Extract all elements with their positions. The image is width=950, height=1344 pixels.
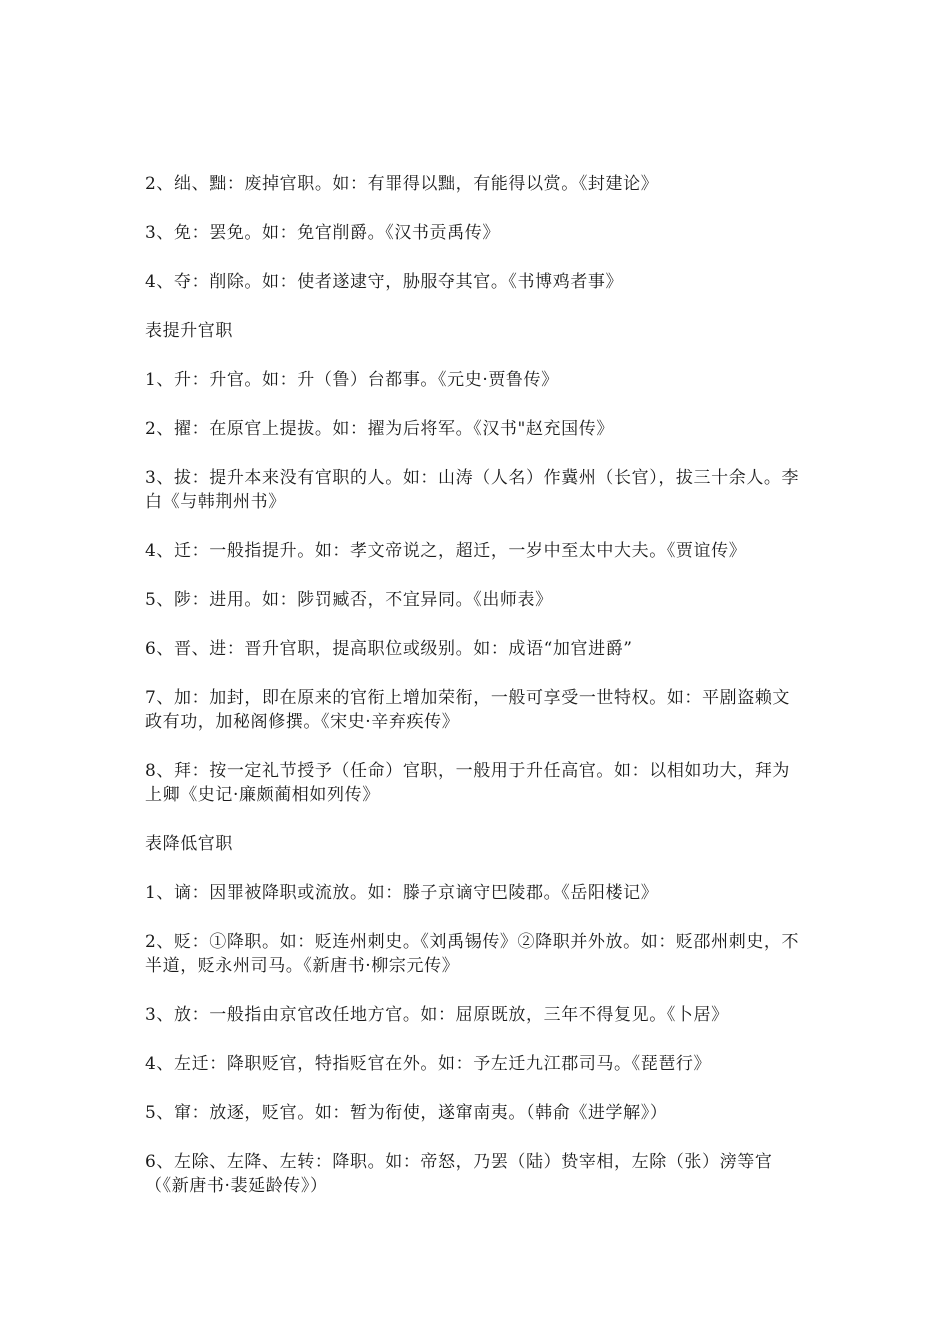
paragraph-promote-7: 7、加：加封，即在原来的官衔上增加荣衔，一般可享受一世特权。如：平剧盗赖文政有功，加秘阁修撰。《宋史·辛弃疾传》 — [145, 688, 791, 732]
paragraph-demote-5: 5、窜：放逐，贬官。如：暂为衔使，遂窜南夷。（韩俞《进学解》） — [145, 1103, 668, 1123]
paragraph-promote-3: 3、拔：提升本来没有官职的人。如：山涛（人名）作冀州（长官），拔三十余人。李白《与韩荆州书》 — [145, 468, 800, 512]
paragraph-demote-3: 3、放：一般指由京官改任地方官。如：屈原既放，三年不得复见。《卜居》 — [145, 1005, 729, 1025]
paragraph-demote-6: 6、左除、左降、左转：降职。如：帝怒，乃罢（陆）贽宰相，左除（张）滂等官（《新唐书·裴延龄传》） — [145, 1152, 773, 1196]
document-body — [145, 172, 807, 1223]
section-heading-promote: 表提升官职 — [145, 321, 233, 341]
paragraph-demote-1: 1、谪：因罪被降职或流放。如：滕子京谪守巴陵郡。《岳阳楼记》 — [145, 883, 659, 903]
paragraph-remove-4: 4、夺：削除。如：使者遂逮守，胁服夺其官。《书博鸡者事》 — [145, 272, 624, 292]
paragraph-promote-5: 5、陟：进用。如：陟罚臧否，不宜异同。《出师表》 — [145, 590, 553, 610]
section-heading-demote: 表降低官职 — [145, 834, 233, 854]
paragraph-demote-2: 2、贬：①降职。如：贬连州刺史。《刘禹锡传》②降职并外放。如：贬邵州刺史，不半道，贬永州司马。《新唐书·柳宗元传》 — [145, 932, 800, 976]
paragraph-promote-2: 2、擢：在原官上提拔。如：擢为后将军。《汉书"赵充国传》 — [145, 419, 614, 439]
paragraph-promote-6: 6、晋、进：晋升官职，提高职位或级别。如：成语“加官进爵” — [145, 639, 633, 659]
paragraph-promote-4: 4、迁：一般指提升。如：孝文帝说之，超迁，一岁中至太中大夫。《贾谊传》 — [145, 541, 747, 561]
paragraph-demote-4: 4、左迁：降职贬官，特指贬官在外。如：予左迁九江郡司马。《琵琶行》 — [145, 1054, 712, 1074]
paragraph-remove-2: 2、绌、黜：废掉官职。如：有罪得以黜，有能得以赏。《封建论》 — [145, 174, 659, 194]
paragraph-promote-8: 8、拜：按一定礼节授予（任命）官职，一般用于升任高官。如：以相如功大，拜为上卿《史记·廉颇蔺相如列传》 — [145, 761, 791, 805]
paragraph-promote-1: 1、升：升官。如：升（鲁）台都事。《元史·贾鲁传》 — [145, 370, 559, 390]
paragraph-remove-3: 3、免：罢免。如：免官削爵。《汉书贡禹传》 — [145, 223, 500, 243]
